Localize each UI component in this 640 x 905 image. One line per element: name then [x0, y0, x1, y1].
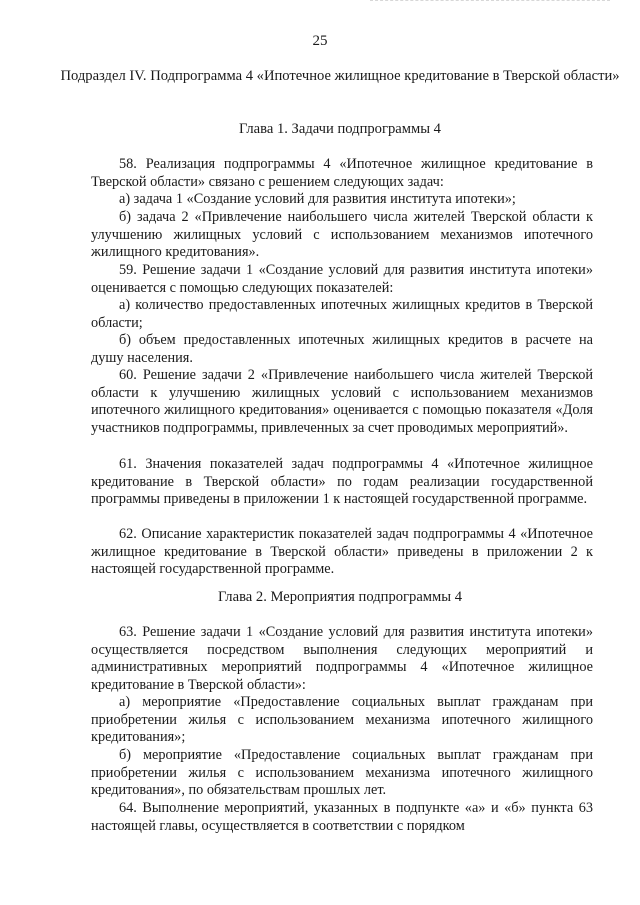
paragraph-59-b: б) объем предоставленных ипотечных жилищных кредитов в расчете на душу населения.: [91, 332, 593, 366]
chapter-2-title: Глава 2. Мероприятия подпрограммы 4: [217, 589, 463, 605]
paragraph-63-b: б) мероприятие «Предоставление социальных выплат гражданам при приобретении жилья с использованием механизма ипотечного жилищного кредитования», по обязательствам прошлых лет.: [91, 747, 593, 799]
paragraph-58-b: б) задача 2 «Привлечение наибольшего числа жителей Тверской области к улучшению жилищных условий с использованием механизмов ипотечного жилищного кредитования».: [91, 209, 593, 261]
paragraph-58: 58. Реализация подпрограммы 4 «Ипотечное жилищное кредитование в Тверской области» связано с решением следующих задач:: [91, 156, 593, 190]
paragraph-61: 61. Значения показателей задач подпрограммы 4 «Ипотечное жилищное кредитование в Тверской области» по годам реализации государственной программы приведены в приложении 1 к настоящей государственной программе.: [91, 456, 593, 508]
paragraph-59: 59. Решение задачи 1 «Создание условий для развития института ипотеки» оценивается с помощью следующих показателей:: [91, 262, 593, 296]
paragraph-58-a: а) задача 1 «Создание условий для развития института ипотеки»;: [119, 191, 516, 207]
paragraph-64: 64. Выполнение мероприятий, указанных в подпункте «а» и «б» пункта 63 настоящей главы, осуществляется в соответствии с порядком: [91, 800, 593, 834]
paragraph-59-a: а) количество предоставленных ипотечных жилищных кредитов в Тверской области;: [91, 297, 593, 331]
subsection-title: Подраздел IV. Подпрограмма 4 «Ипотечное жилищное кредитование в Тверской области»: [60, 68, 620, 84]
scan-artifact-line: [370, 0, 610, 4]
paragraph-63: 63. Решение задачи 1 «Создание условий для развития института ипотеки» осуществляется посредством выполнения следующих мероприятий и административных мероприятий подпрограммы 4 «Ипотечное жилищное кредитование в Тверской области»:: [91, 624, 593, 694]
page-number: 25: [312, 33, 328, 49]
chapter-1-title: Глава 1. Задачи подпрограммы 4: [239, 121, 441, 137]
paragraph-62: 62. Описание характеристик показателей задач подпрограммы 4 «Ипотечное жилищное кредитование в Тверской области» приведены в приложении 2 к настоящей государственной программе.: [91, 526, 593, 578]
paragraph-63-a: а) мероприятие «Предоставление социальных выплат гражданам при приобретении жилья с использованием механизма ипотечного жилищного кредитования»;: [91, 694, 593, 746]
paragraph-60: 60. Решение задачи 2 «Привлечение наибольшего числа жителей Тверской области к улучшению жилищных условий с использованием механизмов ипотечного жилищного кредитования» оценивается с помощью показателя «Доля участников подпрограммы, привлеченных за счет проводимых мероприятий».: [91, 367, 593, 437]
